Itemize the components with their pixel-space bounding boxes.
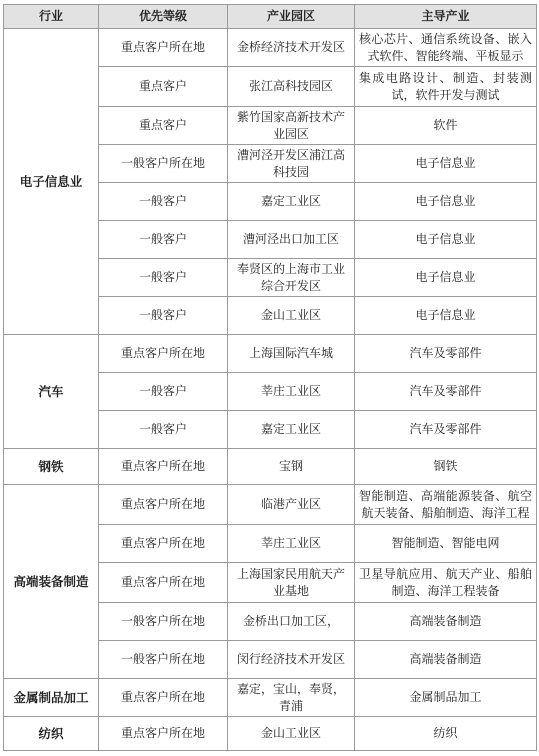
priority-cell: 重点客户所在地 bbox=[99, 717, 228, 751]
main-industry-cell: 电子信息业 bbox=[355, 145, 537, 183]
main-industry-cell: 电子信息业 bbox=[355, 297, 537, 335]
industry-cell: 纺织 bbox=[4, 717, 99, 751]
table-row bbox=[4, 485, 537, 525]
industry-cell: 汽车 bbox=[4, 335, 99, 449]
priority-cell: 一般客户 bbox=[99, 411, 228, 449]
park-cell: 金山工业区 bbox=[228, 297, 355, 335]
table-row bbox=[4, 679, 537, 717]
industry-park-table bbox=[3, 4, 537, 751]
main-industry-cell: 智能制造、高端能源装备、航空航天装备、船舶制造、海洋工程 bbox=[355, 485, 537, 525]
park-cell: 金桥出口加工区， bbox=[228, 603, 355, 641]
industry-cell: 钢铁 bbox=[4, 449, 99, 485]
priority-cell: 一般客户所在地 bbox=[99, 641, 228, 679]
table-row bbox=[4, 717, 537, 751]
main-industry-cell: 智能制造、智能电网 bbox=[355, 525, 537, 563]
priority-cell: 重点客户所在地 bbox=[99, 335, 228, 373]
header-park: 产业园区 bbox=[228, 5, 355, 29]
priority-cell: 一般客户 bbox=[99, 183, 228, 221]
header-priority: 优先等级 bbox=[99, 5, 228, 29]
priority-cell: 重点客户 bbox=[99, 67, 228, 107]
main-industry-cell: 汽车及零部件 bbox=[355, 411, 537, 449]
main-industry-cell: 纺织 bbox=[355, 717, 537, 751]
priority-cell: 重点客户所在地 bbox=[99, 485, 228, 525]
industry-cell: 电子信息业 bbox=[4, 29, 99, 335]
table-row bbox=[4, 29, 537, 67]
priority-cell: 一般客户所在地 bbox=[99, 145, 228, 183]
park-cell: 宝钢 bbox=[228, 449, 355, 485]
main-industry-cell: 电子信息业 bbox=[355, 221, 537, 259]
table-header-row bbox=[4, 5, 537, 29]
priority-cell: 一般客户 bbox=[99, 297, 228, 335]
main-industry-cell: 汽车及零部件 bbox=[355, 335, 537, 373]
industry-cell: 金属制品加工 bbox=[4, 679, 99, 717]
park-cell: 嘉定工业区 bbox=[228, 183, 355, 221]
main-industry-cell: 电子信息业 bbox=[355, 259, 537, 297]
park-cell: 张江高科技园区 bbox=[228, 67, 355, 107]
park-cell: 嘉定，宝山，奉贤，青浦 bbox=[228, 679, 355, 717]
park-cell: 紫竹国家高新技术产业园区 bbox=[228, 107, 355, 145]
park-cell: 闵行经济技术开发区 bbox=[228, 641, 355, 679]
park-cell: 嘉定工业区 bbox=[228, 411, 355, 449]
park-cell: 上海国际汽车城 bbox=[228, 335, 355, 373]
park-cell: 漕河泾出口加工区 bbox=[228, 221, 355, 259]
park-cell: 莘庄工业区 bbox=[228, 525, 355, 563]
priority-cell: 重点客户所在地 bbox=[99, 563, 228, 603]
park-cell: 莘庄工业区 bbox=[228, 373, 355, 411]
main-industry-cell: 高端装备制造 bbox=[355, 603, 537, 641]
priority-cell: 重点客户所在地 bbox=[99, 525, 228, 563]
priority-cell: 一般客户 bbox=[99, 373, 228, 411]
priority-cell: 重点客户所在地 bbox=[99, 679, 228, 717]
main-industry-cell: 汽车及零部件 bbox=[355, 373, 537, 411]
priority-cell: 一般客户 bbox=[99, 259, 228, 297]
priority-cell: 一般客户 bbox=[99, 221, 228, 259]
main-industry-cell: 卫星导航应用、航天产业、船舶制造、海洋工程装备 bbox=[355, 563, 537, 603]
main-industry-cell: 集成电路设计、制造、封装测试，软件开发与测试 bbox=[355, 67, 537, 107]
priority-cell: 重点客户所在地 bbox=[99, 449, 228, 485]
main-industry-cell: 高端装备制造 bbox=[355, 641, 537, 679]
header-main-industry: 主导产业 bbox=[355, 5, 537, 29]
park-cell: 金桥经济技术开发区 bbox=[228, 29, 355, 67]
main-industry-cell: 金属制品加工 bbox=[355, 679, 537, 717]
park-cell: 漕河泾开发区浦江高科技园 bbox=[228, 145, 355, 183]
industry-cell: 高端装备制造 bbox=[4, 485, 99, 679]
park-cell: 临港产业区 bbox=[228, 485, 355, 525]
table-row bbox=[4, 449, 537, 485]
table-row bbox=[4, 335, 537, 373]
park-cell: 奉贤区的上海市工业综合开发区 bbox=[228, 259, 355, 297]
main-industry-cell: 钢铁 bbox=[355, 449, 537, 485]
park-cell: 上海国家民用航天产业基地 bbox=[228, 563, 355, 603]
main-industry-cell: 软件 bbox=[355, 107, 537, 145]
park-cell: 金山工业区 bbox=[228, 717, 355, 751]
header-industry: 行业 bbox=[4, 5, 99, 29]
priority-cell: 重点客户所在地 bbox=[99, 29, 228, 67]
priority-cell: 重点客户 bbox=[99, 107, 228, 145]
main-industry-cell: 核心芯片、通信系统设备、嵌入式软件、智能终端、平板显示 bbox=[355, 29, 537, 67]
main-industry-cell: 电子信息业 bbox=[355, 183, 537, 221]
priority-cell: 一般客户所在地 bbox=[99, 603, 228, 641]
